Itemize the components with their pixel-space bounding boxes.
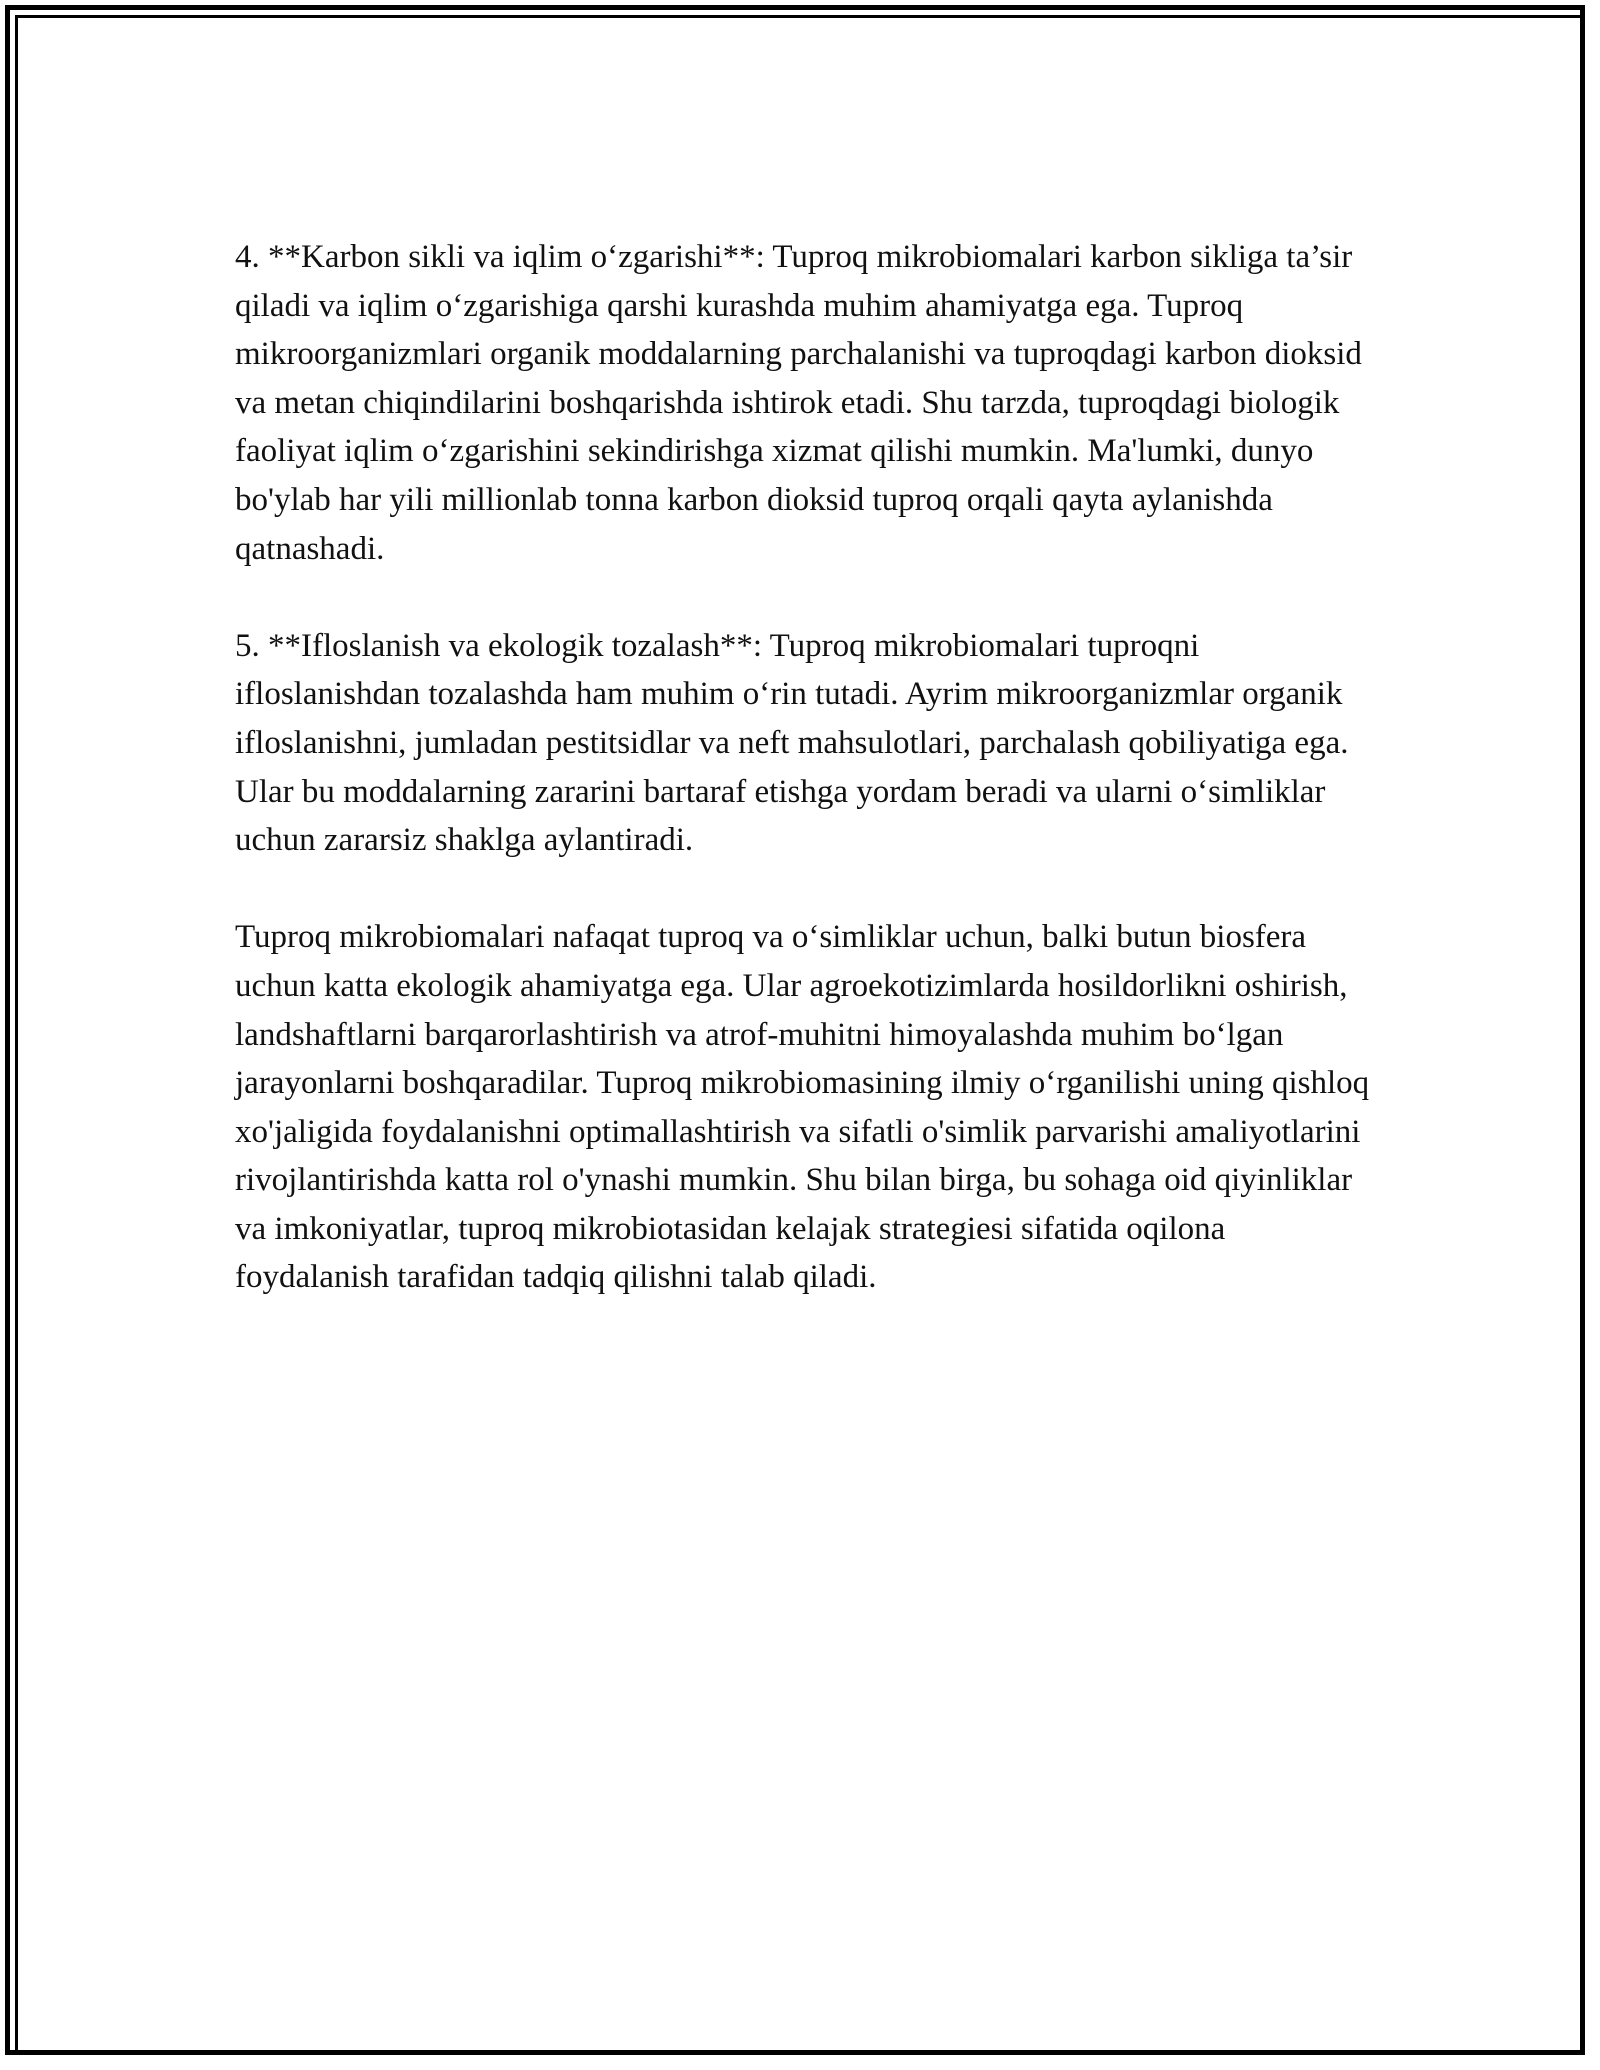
document-body: [235, 233, 1375, 1302]
paragraph-pollution-cleanup: 5. **Ifloslanish va ekologik tozalash**: Tuproq mikrobiomalari tuproqni ifloslanishdan tozalashda ham muhim o‘rin tutadi. Ayrim mikroorganizmlar organik ifloslanishni, jumladan pestitsidlar va neft mahsulotlari, parchalash qobiliyatiga ega. Ular bu moddalarning zararini bartaraf etishga yordam beradi va ularni o‘simliklar uchun zararsiz shaklga aylantiradi.: [235, 627, 1349, 859]
paragraph-conclusion: Tuproq mikrobiomalari nafaqat tuproq va o‘simliklar uchun, balki butun biosfera uchun katta ekologik ahamiyatga ega. Ular agroekotizimlarda hosildorlikni oshirish, landshaftlarni barqarorlashtirish va atrof-muhitni himoyalashda muhim bo‘lgan jarayonlarni boshqaradilar. Tuproq mikrobiomasining ilmiy o‘rganilishi uning qishloq xo'jaligida foydalanishni optimallashtirish va sifatli o'simlik parvarishi amaliyotlarini rivojlantirishda katta rol o'ynashi mumkin. Shu bilan birga, bu sohaga oid qiyinliklar va imkoniyatlar, tuproq mikrobiotasidan kelajak strategiesi sifatida oqilona foydalanish tarafidan tadqiq qilishni talab qiladi.: [235, 919, 1370, 1296]
paragraph-carbon-cycle: 4. **Karbon sikli va iqlim o‘zgarishi**: Tuproq mikrobiomalari karbon sikliga ta’sir qiladi va iqlim o‘zgarishiga qarshi kurashda muhim ahamiyatga ega. Tuproq mikroorganizmlari organik moddalarning parchalanishi va tuproqdagi karbon dioksid va metan chiqindilarini boshqarishda ishtirok etadi. Shu tarzda, tuproqdagi biologik faoliyat iqlim o‘zgarishini sekindirishga xizmat qilishi mumkin. Ma'lumki, dunyo bo'ylab har yili millionlab tonna karbon dioksid tuproq orqali qayta aylanishda qatnashadi.: [235, 239, 1362, 567]
